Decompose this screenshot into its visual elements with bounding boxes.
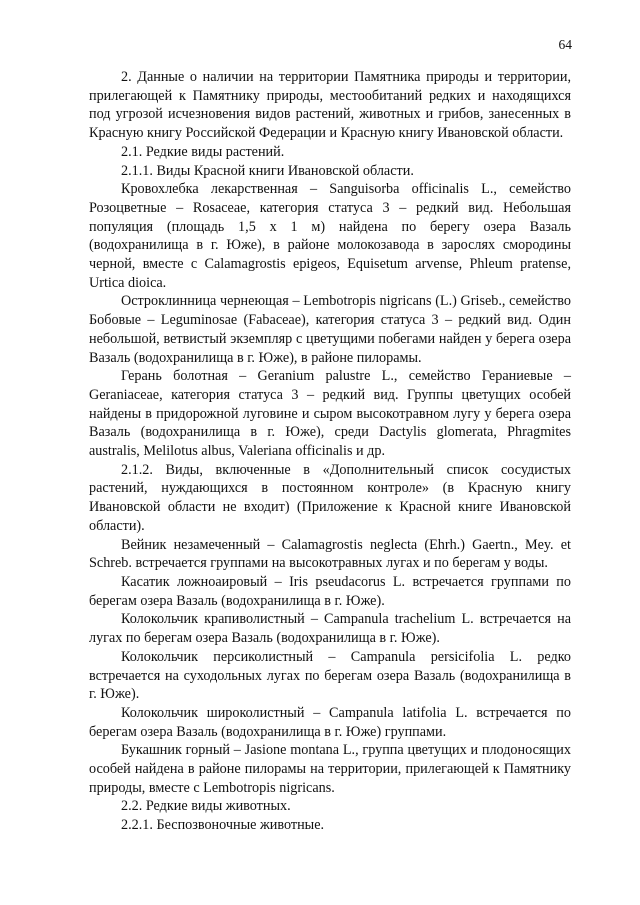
paragraph-section-2-1-1-heading: 2.1.1. Виды Красной книги Ивановской области. (121, 162, 414, 179)
paragraph-section-2-1-heading: 2.1. Редкие виды растений. (121, 143, 285, 160)
paragraph-campanula-trachelium: Колокольчик крапиволистный – Campanula trachelium L. встречается на лугах по берегам озера Вазаль (водохранилища в г. Юже). (89, 611, 571, 647)
paragraph-campanula-latifolia: Колокольчик широколистный – Campanula latifolia L. встречается по берегам озера Вазаль (водохранилища в г. Юже) группами. (89, 704, 571, 740)
document-body (89, 68, 571, 835)
paragraph-section-2-2-heading: 2.2. Редкие виды животных. (121, 798, 291, 815)
paragraph-section-2-heading: 2. Данные о наличии на территории Памятника природы и территории, прилегающей к Памятнику природы, местообитаний редких и находящихся под угрозой исчезновения видов растений, животных и грибов, занесенных в Красную книгу Российской Федерации и Красную книгу Ивановской области. (89, 69, 571, 142)
paragraph-campanula-persicifolia: Колокольчик персиколистный – Campanula persicifolia L. редко встречается на суходольных лугах по берегам озера Вазаль (водохранилища в г. Юже). (89, 648, 571, 703)
paragraph-sanguisorba: Кровохлебка лекарственная – Sanguisorba officinalis L., семейство Розоцветные – Rosaceae, категория статуса 3 – редкий вид. Небольшая популяция (площадь 1,5 х 1 м) найдена по берегу озера Вазаль (водохранилища в г. Юже), в районе молокозавода в зарослях смородины черной, вместе с Calamagrostis epigeos, Equisetum arvense, Phleum pratense, Urtica dioica. (89, 181, 571, 291)
paragraph-section-2-1-2-heading: 2.1.2. Виды, включенные в «Дополнительный список сосудистых растений, нуждающихся в постоянном контроле» (в Красную книгу Ивановской области не входит) (Приложение к Красной книге Ивановской области). (89, 461, 571, 534)
paragraph-section-2-2-1-heading: 2.2.1. Беспозвоночные животные. (121, 817, 325, 834)
paragraph-geranium: Герань болотная – Geranium palustre L., семейство Гераниевые – Geraniaceae, категория статуса 3 – редкий вид. Группы цветущих особей найдены в придорожной луговине и сыром высокотравном лугу у берега озера Вазаль (водохранилища в г. Юже), среди Dactylis glomerata, Phragmites australis, Melilotus albus, Valeriana officinalis и др. (89, 368, 571, 460)
paragraph-jasione: Букашник горный – Jasione montana L., группа цветущих и плодоносящих особей найдена в районе пилорамы на территории, прилегающей к Памятнику природы, вместе с Lembotropis nigricans. (89, 742, 571, 796)
paragraph-lembotropis: Остроклинница чернеющая – Lembotropis nigricans (L.) Griseb., семейство Бобовые – Leguminosae (Fabaceae), категория статуса 3 – редкий вид. Один небольшой, ветвистый экземпляр с цветущими побегами найден у берега озера Вазаль (водохранилища в г. Юже), в районе пилорамы. (89, 293, 571, 366)
paragraph-iris: Касатик ложноаировый – Iris pseudacorus L. встречается группами по берегам озера Вазаль (водохранилища в г. Юже). (89, 573, 571, 609)
paragraph-calamagrostis: Вейник незамеченный – Calamagrostis neglecta (Ehrh.) Gaertn., Mey. et Schreb. встречается группами на высокотравных лугах и по берегам у воды. (89, 536, 571, 572)
page-number: 64 (558, 37, 572, 52)
